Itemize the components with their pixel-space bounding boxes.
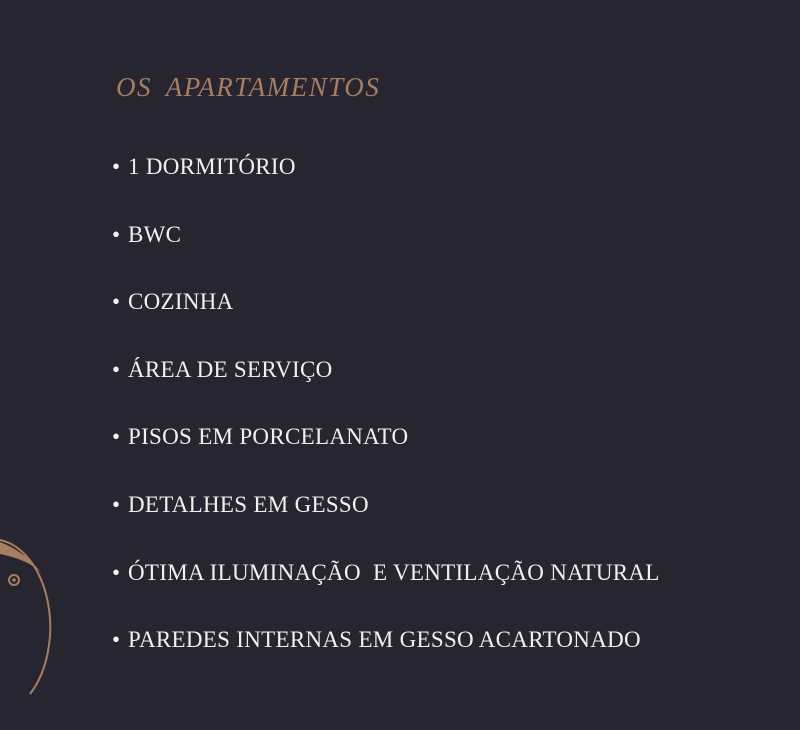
bullet-icon: •: [112, 356, 121, 382]
list-item: [112, 218, 660, 286]
circle-ornament-icon: [0, 530, 70, 730]
list-item: [112, 285, 660, 353]
list-item-label: BWC: [128, 221, 182, 247]
list-item: [112, 623, 660, 691]
list-item: [112, 353, 660, 421]
list-item-label: 1 DORMITÓRIO: [128, 154, 296, 179]
feature-list: [112, 150, 660, 691]
list-item: [112, 150, 660, 218]
bullet-icon: •: [112, 491, 121, 517]
list-item-label: DETALHES EM GESSO: [128, 491, 369, 517]
list-item-label: PISOS EM PORCELANATO: [128, 424, 409, 450]
ornament-arc: [0, 540, 50, 694]
page-title: OS APARTAMENTOS: [116, 72, 381, 102]
bullet-icon: •: [112, 627, 121, 653]
list-item: [112, 488, 660, 556]
ornament-dot-icon: [12, 578, 16, 582]
bullet-icon: •: [112, 154, 121, 179]
bullet-icon: •: [112, 221, 121, 247]
list-item: [112, 420, 660, 488]
list-item-label: ÁREA DE SERVIÇO: [128, 356, 333, 382]
list-item-label: ÓTIMA ILUMINAÇÃO E VENTILAÇÃO NATURAL: [128, 559, 660, 585]
bullet-icon: •: [112, 289, 121, 315]
list-item-label: PAREDES INTERNAS EM GESSO ACARTONADO: [128, 627, 641, 653]
list-item: [112, 556, 660, 624]
list-item-label: COZINHA: [128, 289, 234, 315]
bullet-icon: •: [112, 559, 121, 585]
bullet-icon: •: [112, 424, 121, 450]
